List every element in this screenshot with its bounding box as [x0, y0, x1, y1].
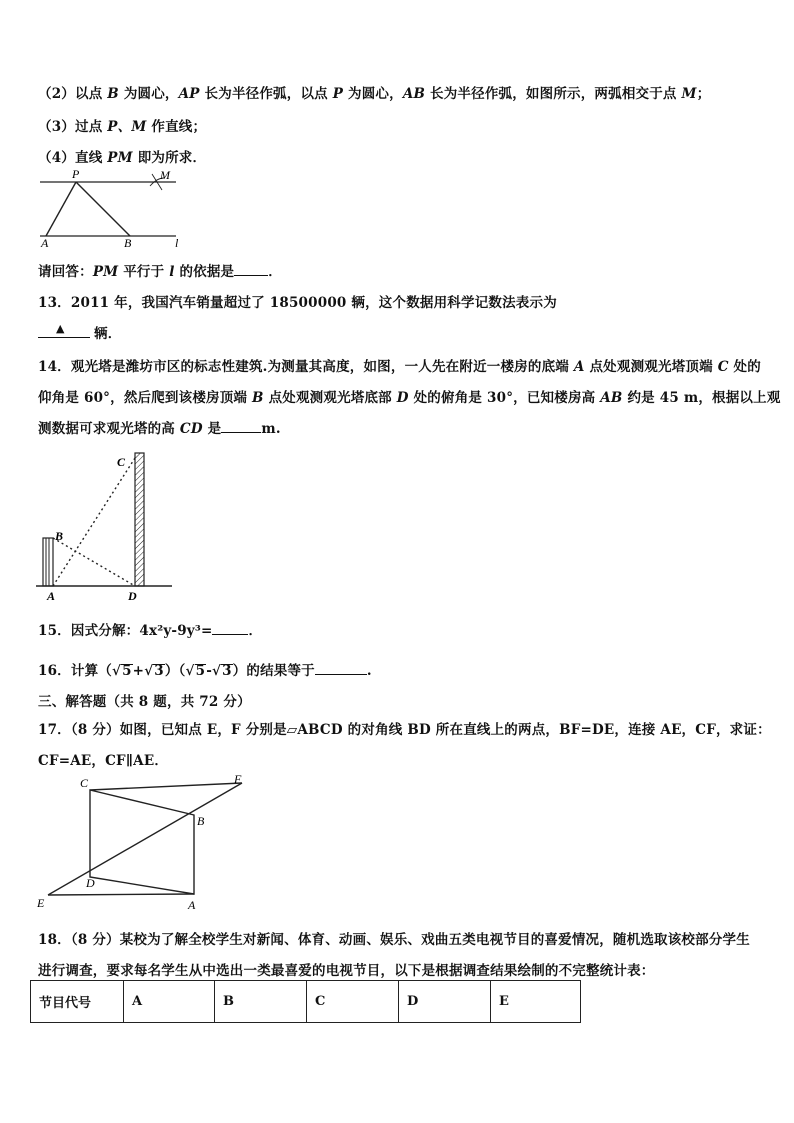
segment-cf [90, 783, 242, 790]
answer-blank[interactable] [315, 662, 367, 675]
reply-part: 请回答： [38, 264, 93, 280]
answer-blank[interactable] [221, 420, 261, 433]
step-3-text [38, 115, 206, 135]
q14-part: 点处观测观光塔底部 [263, 390, 397, 406]
q16-part: 16．计算（ [38, 663, 112, 679]
segment-ea [48, 894, 194, 895]
q16-part: . [366, 663, 372, 679]
label-c: C [80, 776, 89, 790]
step-2-text [38, 82, 710, 102]
q14-point-b: B [252, 390, 264, 406]
q14-point-a: A [573, 359, 585, 375]
label-b: B [124, 236, 132, 250]
step2-part: 长为半径作弧，如图所示，两弧相交于点 [425, 86, 682, 102]
step2-part: 长为半径作弧，以点 [199, 86, 333, 102]
reply-question [38, 260, 282, 280]
q14-part: 是 [202, 421, 222, 437]
sqrt-3: 3 [222, 663, 232, 679]
step-4-text [38, 146, 206, 166]
label-c: C [117, 455, 126, 469]
table-row [31, 981, 581, 1023]
section-heading: 三、解答题（共 8 题，共 72 分） [38, 694, 251, 710]
line-ef [48, 783, 242, 895]
sqrt-5: 5 [195, 663, 206, 679]
reply-part: 的依据是 [174, 264, 235, 280]
tower-cd [135, 453, 144, 586]
question-18-line-1: 18．（8 分）某校为了解全校学生对新闻、体育、动画、娱乐、戏曲五类电视节目的喜爱情况，随机选取该校部分学生 [38, 932, 750, 948]
step3-points: P、M [107, 119, 147, 135]
step2-part: （2）以点 [38, 86, 108, 102]
parallel-line-figure [36, 166, 196, 250]
segment-pa [46, 182, 76, 236]
q14-seg-ab: AB [600, 390, 623, 406]
q14-unit: m. [261, 421, 281, 437]
q14-part: 约是 45 m，根据以上观 [622, 390, 781, 406]
sqrt-3: 3 [154, 663, 164, 679]
step2-seg-ab: AB [402, 86, 426, 102]
step2-point-m: M [681, 86, 697, 102]
q13-text: 13．2011 年，我国汽车销量超过了 18500000 辆，这个数据用科学记数法表示为 [38, 295, 557, 311]
step2-part: 为圆心， [343, 86, 403, 102]
answer-blank[interactable] [212, 622, 248, 635]
question-13-answer [38, 322, 121, 342]
label-b: B [55, 529, 64, 543]
parallelogram-abcd [90, 790, 194, 894]
step2-part: 为圆心， [118, 86, 179, 102]
q14-point-d: D [396, 390, 409, 406]
table-cell: A [124, 981, 215, 1023]
reply-part: 平行于 [118, 264, 170, 280]
table-cell: D [399, 981, 491, 1023]
q16-plus: + [132, 663, 145, 679]
table-cell: C [307, 981, 399, 1023]
q14-part: 点处观测观光塔顶端 [584, 359, 718, 375]
q14-part: 测数据可求观光塔的高 [38, 421, 180, 437]
q14-part: 处的俯角是 30°，已知楼房高 [408, 390, 601, 406]
q14-part: 处的 [728, 359, 761, 375]
q14-part: 14．观光塔是潍坊市区的标志性建筑.为测量其高度，如图，一人先在附近一楼房的底端 [38, 359, 574, 375]
question-14-line-1 [38, 355, 761, 375]
question-17-line-1: 17．（8 分）如图，已知点 E，F 分别是▱ABCD 的对角线 BD 所在直线上的两点，BF=DE，连接 AE，CF，求证： [38, 722, 771, 738]
step3-part: （3）过点 [38, 119, 108, 135]
question-14-line-2 [38, 386, 781, 406]
table-cell: B [215, 981, 307, 1023]
label-p: P [72, 167, 80, 181]
segment-pb [76, 182, 130, 236]
step2-point-p: P [332, 86, 344, 102]
step4-line-pm: PM [107, 150, 133, 166]
q16-minus: - [206, 663, 212, 679]
answer-blank[interactable] [38, 322, 90, 338]
parallelogram-figure [34, 773, 254, 913]
table-header-cell: 节目代号 [31, 981, 124, 1023]
step4-part: 即为所求． [132, 150, 207, 166]
q16-part: ）的结果等于 [232, 663, 315, 679]
question-14-line-3 [38, 417, 281, 437]
tower-figure [32, 448, 182, 608]
step4-part: （4）直线 [38, 150, 108, 166]
program-code-table [30, 980, 581, 1023]
hidden-line [90, 790, 194, 894]
reply-part: ． [268, 264, 282, 280]
step2-part: ； [696, 86, 711, 102]
label-l: l [175, 236, 179, 250]
label-a: A [188, 898, 196, 912]
table-cell: E [491, 981, 581, 1023]
q14-part: 仰角是 60°，然后爬到该楼房顶端 [38, 390, 253, 406]
answer-blank[interactable] [234, 263, 268, 276]
label-d: D [128, 589, 137, 603]
sqrt-5: 5 [122, 663, 132, 679]
label-d: D [86, 876, 95, 890]
step2-seg-ap: AP [178, 86, 200, 102]
q14-seg-cd: CD [179, 421, 203, 437]
question-16: 16．计算（√5+√3）（√5-√3）的结果等于 . [38, 663, 372, 679]
q15-part: ． [248, 623, 263, 639]
label-m: M [160, 168, 170, 182]
question-18-line-2: 进行调查，要求每名学生从中选出一类最喜爱的电视节目，以下是根据调查结果绘制的不完整统计表： [38, 963, 655, 979]
step2-point-b: B [107, 86, 119, 102]
q13-unit: 辆． [94, 326, 122, 342]
q16-part: ）（ [164, 663, 186, 679]
step3-part: 作直线； [146, 119, 207, 135]
q15-text: 15．因式分解：4x²y-9y³= [38, 623, 213, 639]
sightline-ac [53, 458, 135, 586]
reply-l: l [169, 264, 175, 280]
triangle-marker: ▲ [56, 322, 65, 335]
label-a: A [41, 236, 49, 250]
reply-pm: PM [92, 264, 119, 280]
building-ab [43, 538, 53, 586]
question-15 [38, 619, 262, 639]
label-b: B [197, 814, 205, 828]
label-f: F [234, 773, 242, 786]
label-a: A [47, 589, 56, 603]
label-e: E [37, 896, 45, 910]
q14-point-c: C [717, 359, 729, 375]
sightline-bd [53, 538, 135, 586]
question-13 [38, 291, 557, 311]
question-17-line-2: CF=AE，CF∥AE． [38, 753, 169, 769]
